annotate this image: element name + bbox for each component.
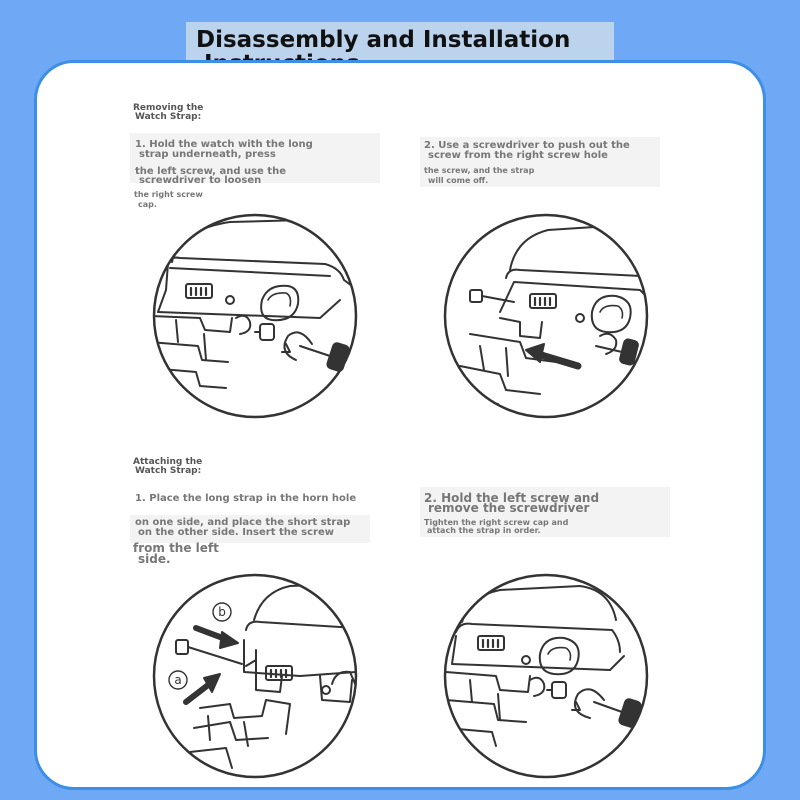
side-button xyxy=(592,296,631,332)
remove-step1-line6: cap. xyxy=(138,200,157,209)
removing-heading-2: Watch Strap: xyxy=(135,112,202,122)
illustration-remove-step2 xyxy=(445,215,650,420)
screw-cap xyxy=(255,324,274,340)
illustration-remove-step1 xyxy=(150,215,360,417)
watch-case xyxy=(462,586,616,622)
attach-step2-line1: 2. Hold the left screw and xyxy=(424,491,600,505)
watch-case xyxy=(172,220,352,275)
attach-step1-line1: 1. Place the long strap in the horn hole xyxy=(135,493,357,504)
watch-case xyxy=(510,226,644,270)
remove-step1-line4: screwdriver to loosen xyxy=(139,175,262,186)
marker-b: b xyxy=(218,605,226,619)
remove-step2-line3: the screw, and the strap xyxy=(424,166,535,175)
attaching-heading-2: Watch Strap: xyxy=(135,466,202,476)
attach-step2-line3: Tighten the right screw cap and xyxy=(424,518,569,527)
attach-step1-line4: from the left xyxy=(133,541,219,555)
remove-step1-line2: strap underneath, press xyxy=(139,149,276,160)
removing-heading-1: Removing the xyxy=(133,103,204,113)
rotate-arrow xyxy=(284,332,312,360)
illustration-attach-step2 xyxy=(445,575,647,777)
remove-step1-line5: the right screw xyxy=(134,190,203,199)
attach-step1-line3: on the other side. Insert the screw xyxy=(138,527,334,538)
attach-step2-line4: attach the strap in order. xyxy=(427,526,541,535)
remove-step2-line4: will come off. xyxy=(428,176,489,185)
remove-step2-line2: screw from the right screw hole xyxy=(428,150,608,161)
screwdriver-icon xyxy=(326,342,349,372)
attach-step1-line5: side. xyxy=(138,552,171,566)
screwdriver-icon xyxy=(618,698,641,728)
remove-step1-line3: the left screw, and use the xyxy=(135,166,286,177)
remove-step2-line1: 2. Use a screwdriver to push out the xyxy=(424,140,630,151)
remove-step1-line1: 1. Hold the watch with the long xyxy=(135,139,313,150)
title-line-1: Disassembly and Installation xyxy=(196,27,571,53)
marker-a: a xyxy=(174,673,182,687)
attach-step2-line2: remove the screwdriver xyxy=(428,501,590,515)
screw-cap xyxy=(547,682,566,698)
illustration-attach-step1 xyxy=(154,575,362,777)
attach-step1-line2: on one side, and place the short strap xyxy=(135,517,351,528)
attaching-heading-1: Attaching the xyxy=(133,457,203,467)
